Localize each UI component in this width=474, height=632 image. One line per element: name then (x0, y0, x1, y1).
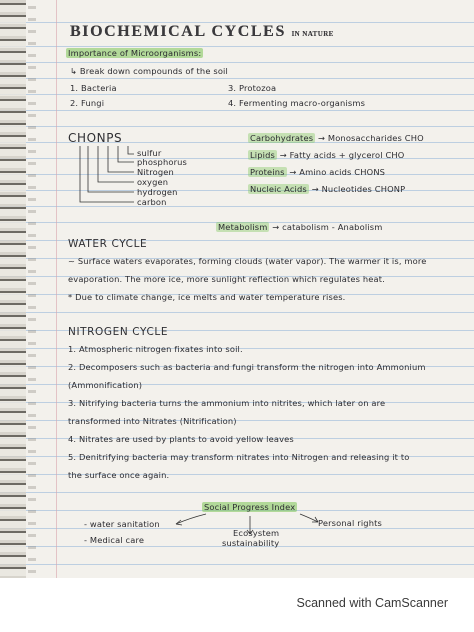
nitrogen-step: (Ammonification) (68, 380, 143, 390)
nitrogen-step: transformed into Nitrates (Nitrification) (68, 416, 237, 426)
margin-line (56, 0, 57, 578)
element-label: hydrogen (137, 187, 178, 197)
metabolism-line: Metabolism → catabolism - Anabolism (218, 222, 383, 232)
scanner-watermark: Scanned with CamScanner (296, 596, 448, 610)
nitrogen-step: 2. Decomposers such as bacteria and fungi transform the nitrogen into Ammonium (68, 362, 426, 372)
spi-right-item: Personal rights (318, 518, 382, 528)
element-label: phosphorus (137, 157, 188, 167)
nitrogen-step: 4. Nitrates are used by plants to avoid yellow leaves (68, 434, 294, 444)
chonps-heading: CHONPS (68, 131, 123, 145)
biomolecule-line: Nucleic Acids → Nucleotides CHONP (250, 184, 406, 194)
nitrogen-step: 5. Denitrifying bacteria may transform nitrates into Nitrogen and releasing it to (68, 452, 410, 462)
spi-left-item: - water sanitation (84, 519, 160, 529)
biomolecule-line: Carbohydrates → Monosaccharides CHO (250, 133, 424, 143)
break-down-line: ↳ Break down compounds of the soil (70, 66, 228, 76)
chonps-bracket-lines (78, 144, 138, 214)
title-text: BIOCHEMICAL CYCLES (70, 23, 286, 40)
water-cycle-line: evaporation. The more ice, more sunlight reflection which regulates heat. (68, 274, 385, 284)
microorganism-item: 2. Fungi (70, 98, 105, 108)
title-suffix: IN NATURE (291, 30, 334, 38)
element-label: Nitrogen (137, 167, 174, 177)
microorganism-item: 4. Fermenting macro-organisms (228, 98, 366, 108)
nitrogen-step: 3. Nitrifying bacteria turns the ammonium into nitrites, which later on are (68, 398, 386, 408)
water-cycle-line: ~ Surface waters evaporates, forming clouds (water vapor). The warmer it is, more (68, 256, 427, 266)
water-cycle-line: * Due to climate change, ice melts and water temperature rises. (68, 292, 346, 302)
nitrogen-step: 1. Atmospheric nitrogen fixates into soil. (68, 344, 243, 354)
element-label: oxygen (137, 177, 169, 187)
spi-middle-text: Ecosystem (233, 528, 280, 538)
microorganism-item: 1. Bacteria (70, 83, 117, 93)
punch-holes (28, 0, 36, 578)
nitrogen-cycle-heading: NITROGEN CYCLE (68, 326, 169, 338)
element-label: sulfur (137, 148, 162, 158)
nitrogen-step: the surface once again. (68, 470, 170, 480)
spi-title: Social Progress Index (204, 502, 296, 512)
importance-heading: Importance of Microorganisms: (68, 48, 202, 58)
microorganism-item: 3. Protozoa (228, 83, 277, 93)
biomolecule-line: Proteins → Amino acids CHONS (250, 167, 386, 177)
biomolecule-line: Lipids → Fatty acids + glycerol CHO (250, 150, 405, 160)
water-cycle-heading: WATER CYCLE (68, 238, 148, 250)
spiral-binding (0, 0, 26, 578)
spi-left-item: - Medical care (84, 535, 145, 545)
element-label: carbon (137, 197, 167, 207)
page-title (70, 23, 334, 41)
spi-middle-text: sustainability (222, 538, 280, 548)
